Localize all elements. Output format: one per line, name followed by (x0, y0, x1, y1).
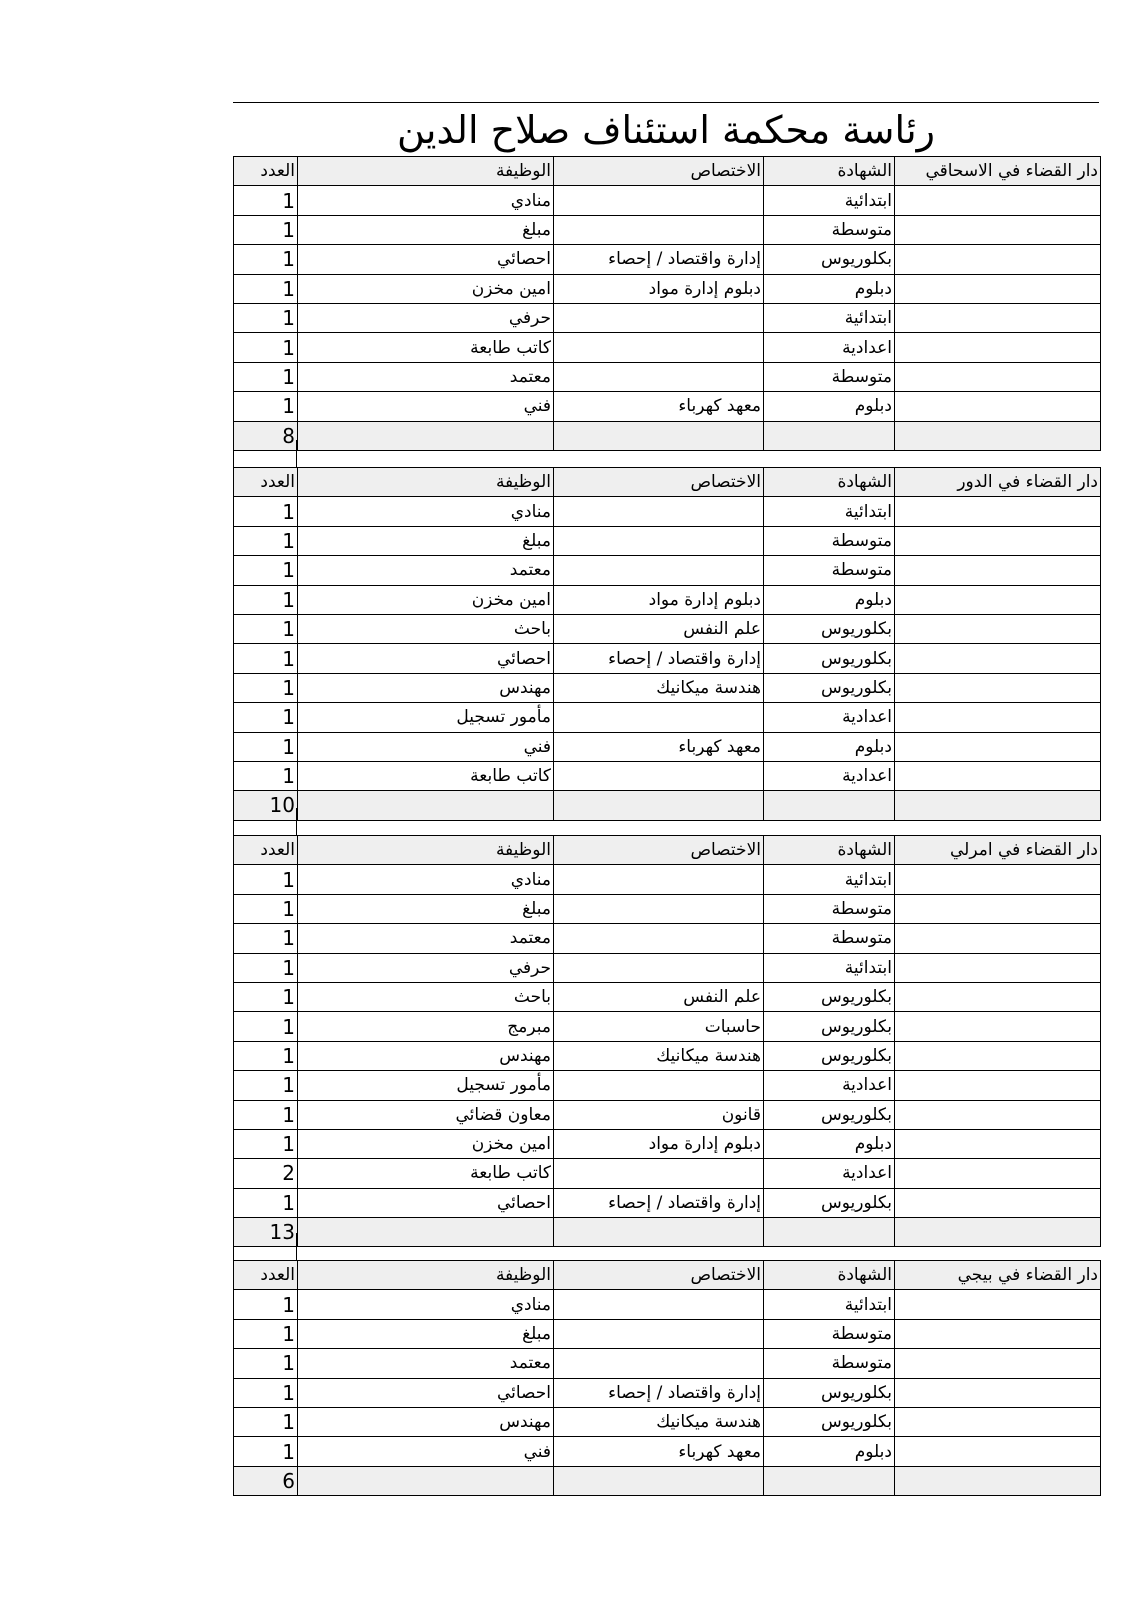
empty-cell (764, 791, 895, 820)
empty-cell (895, 1407, 1101, 1436)
header-count: العدد (234, 836, 298, 865)
empty-cell (895, 497, 1101, 526)
table-row (234, 245, 1101, 274)
count-cell: 1 (234, 245, 298, 274)
empty-cell (895, 1290, 1101, 1319)
table-row (234, 982, 1101, 1011)
section-spacer (233, 808, 297, 835)
header-specialization: الاختصاص (554, 157, 764, 186)
specialization-cell: معهد كهرباء (554, 392, 764, 421)
certificate-cell: دبلوم (764, 585, 895, 614)
certificate-cell: ابتدائية (764, 1290, 895, 1319)
empty-cell (895, 392, 1101, 421)
job-cell: فني (298, 1437, 554, 1466)
specialization-cell: معهد كهرباء (554, 732, 764, 761)
count-cell: 1 (234, 556, 298, 585)
job-cell: حرفي (298, 953, 554, 982)
certificate-cell: متوسطة (764, 215, 895, 244)
certificate-cell: ابتدائية (764, 865, 895, 894)
certificate-cell: اعدادية (764, 1071, 895, 1100)
specialization-cell: علم النفس (554, 614, 764, 643)
empty-cell (298, 1218, 554, 1247)
empty-cell (895, 186, 1101, 215)
table-row (234, 644, 1101, 673)
table-row (234, 526, 1101, 555)
job-cell: مبلغ (298, 1319, 554, 1348)
job-cell: احصائي (298, 1378, 554, 1407)
job-cell: منادي (298, 1290, 554, 1319)
job-cell: كاتب طابعة (298, 761, 554, 790)
certificate-cell: ابتدائية (764, 186, 895, 215)
count-cell: 1 (234, 761, 298, 790)
certificate-cell: دبلوم (764, 392, 895, 421)
empty-cell (895, 791, 1101, 820)
specialization-cell (554, 1349, 764, 1378)
header-count: العدد (234, 1261, 298, 1290)
table-row (234, 1100, 1101, 1129)
count-cell: 1 (234, 392, 298, 421)
certificate-cell: بكلوريوس (764, 1407, 895, 1436)
count-cell: 1 (234, 924, 298, 953)
specialization-cell: دبلوم إدارة مواد (554, 585, 764, 614)
certificate-cell: بكلوريوس (764, 644, 895, 673)
empty-cell (895, 761, 1101, 790)
table-row (234, 392, 1101, 421)
certificate-cell: بكلوريوس (764, 1378, 895, 1407)
certificate-cell: بكلوريوس (764, 614, 895, 643)
count-cell: 1 (234, 673, 298, 702)
job-cell: مأمور تسجيل (298, 703, 554, 732)
table-row (234, 1188, 1101, 1217)
specialization-cell: حاسبات (554, 1012, 764, 1041)
certificate-cell: متوسطة (764, 894, 895, 923)
certificate-cell: دبلوم (764, 1129, 895, 1158)
empty-cell (895, 644, 1101, 673)
specialization-cell: إدارة واقتصاد / إحصاء (554, 245, 764, 274)
empty-cell (895, 245, 1101, 274)
header-count: العدد (234, 468, 298, 497)
header-row (234, 157, 1101, 186)
table-row (234, 1319, 1101, 1348)
count-cell: 1 (234, 1100, 298, 1129)
table-row (234, 953, 1101, 982)
certificate-cell: دبلوم (764, 732, 895, 761)
certificate-cell: بكلوريوس (764, 1100, 895, 1129)
header-certificate: الشهادة (764, 1261, 895, 1290)
section-table (233, 156, 1101, 451)
count-cell: 1 (234, 1188, 298, 1217)
count-cell: 1 (234, 1129, 298, 1158)
empty-cell (895, 1437, 1101, 1466)
table-row (234, 1437, 1101, 1466)
table-row (234, 1159, 1101, 1188)
specialization-cell (554, 924, 764, 953)
table-row (234, 732, 1101, 761)
empty-cell (554, 421, 764, 450)
table-row (234, 1071, 1101, 1100)
job-cell: معتمد (298, 556, 554, 585)
empty-cell (895, 982, 1101, 1011)
empty-cell (895, 924, 1101, 953)
empty-cell (895, 1349, 1101, 1378)
header-job: الوظيفة (298, 157, 554, 186)
empty-cell (895, 614, 1101, 643)
empty-cell (895, 1218, 1101, 1247)
specialization-cell: دبلوم إدارة مواد (554, 274, 764, 303)
section-spacer (233, 440, 297, 467)
job-cell: مهندس (298, 1041, 554, 1070)
header-count: العدد (234, 157, 298, 186)
empty-cell (895, 303, 1101, 332)
certificate-cell: بكلوريوس (764, 245, 895, 274)
table-row (234, 497, 1101, 526)
certificate-cell: متوسطة (764, 924, 895, 953)
empty-cell (895, 421, 1101, 450)
empty-cell (895, 1071, 1101, 1100)
specialization-cell (554, 303, 764, 332)
certificate-cell: بكلوريوس (764, 1188, 895, 1217)
job-cell: مهندس (298, 673, 554, 702)
specialization-cell (554, 362, 764, 391)
count-cell: 1 (234, 362, 298, 391)
specialization-cell (554, 894, 764, 923)
table-row (234, 1378, 1101, 1407)
job-cell: مبلغ (298, 215, 554, 244)
count-cell: 1 (234, 1407, 298, 1436)
count-cell: 1 (234, 497, 298, 526)
empty-cell (895, 1319, 1101, 1348)
specialization-cell (554, 761, 764, 790)
empty-cell (298, 791, 554, 820)
specialization-cell: هندسة ميكانيك (554, 1041, 764, 1070)
certificate-cell: اعدادية (764, 761, 895, 790)
job-cell: مبلغ (298, 526, 554, 555)
empty-cell (298, 1466, 554, 1495)
empty-cell (895, 1159, 1101, 1188)
certificate-cell: متوسطة (764, 556, 895, 585)
count-cell: 1 (234, 274, 298, 303)
specialization-cell (554, 333, 764, 362)
certificate-cell: بكلوريوس (764, 1012, 895, 1041)
page-title: رئاسة محكمة استئناف صلاح الدين (396, 108, 936, 152)
certificate-cell: متوسطة (764, 362, 895, 391)
job-cell: كاتب طابعة (298, 333, 554, 362)
empty-cell (895, 556, 1101, 585)
job-cell: منادي (298, 497, 554, 526)
specialization-cell: قانون (554, 1100, 764, 1129)
top-rule (233, 102, 1099, 103)
job-cell: منادي (298, 865, 554, 894)
certificate-cell: ابتدائية (764, 303, 895, 332)
count-cell: 1 (234, 614, 298, 643)
total-count: 6 (234, 1466, 298, 1495)
job-cell: معتمد (298, 362, 554, 391)
job-cell: احصائي (298, 245, 554, 274)
header-specialization: الاختصاص (554, 1261, 764, 1290)
section-table (233, 1260, 1101, 1496)
count-cell: 1 (234, 865, 298, 894)
job-cell: مبرمج (298, 1012, 554, 1041)
total-row (234, 1218, 1101, 1247)
empty-cell (895, 673, 1101, 702)
job-cell: فني (298, 732, 554, 761)
count-cell: 1 (234, 215, 298, 244)
job-cell: معتمد (298, 1349, 554, 1378)
empty-cell (895, 274, 1101, 303)
table-row (234, 1349, 1101, 1378)
count-cell: 1 (234, 333, 298, 362)
section-table (233, 467, 1101, 821)
total-count: 13 (234, 1218, 298, 1247)
certificate-cell: متوسطة (764, 1349, 895, 1378)
specialization-cell: إدارة واقتصاد / إحصاء (554, 1378, 764, 1407)
table-row (234, 865, 1101, 894)
count-cell: 2 (234, 1159, 298, 1188)
empty-cell (554, 1218, 764, 1247)
count-cell: 1 (234, 732, 298, 761)
count-cell: 1 (234, 982, 298, 1011)
certificate-cell: متوسطة (764, 1319, 895, 1348)
empty-cell (895, 894, 1101, 923)
certificate-cell: بكلوريوس (764, 1041, 895, 1070)
header-job: الوظيفة (298, 468, 554, 497)
certificate-cell: ابتدائية (764, 497, 895, 526)
specialization-cell (554, 215, 764, 244)
header-row (234, 1261, 1101, 1290)
job-cell: امين مخزن (298, 274, 554, 303)
specialization-cell (554, 497, 764, 526)
header-specialization: الاختصاص (554, 468, 764, 497)
total-row (234, 791, 1101, 820)
table-row (234, 303, 1101, 332)
empty-cell (895, 703, 1101, 732)
specialization-cell (554, 953, 764, 982)
specialization-cell (554, 703, 764, 732)
empty-cell (895, 215, 1101, 244)
empty-cell (895, 526, 1101, 555)
count-cell: 1 (234, 1378, 298, 1407)
job-cell: امين مخزن (298, 1129, 554, 1158)
table-row (234, 614, 1101, 643)
job-cell: حرفي (298, 303, 554, 332)
certificate-cell: اعدادية (764, 1159, 895, 1188)
count-cell: 1 (234, 1071, 298, 1100)
empty-cell (895, 1466, 1101, 1495)
court-name: دار القضاء في بيجي (895, 1261, 1101, 1290)
empty-cell (895, 1188, 1101, 1217)
empty-cell (895, 1012, 1101, 1041)
table-row (234, 924, 1101, 953)
court-name: دار القضاء في الدور (895, 468, 1101, 497)
job-cell: امين مخزن (298, 585, 554, 614)
job-cell: احصائي (298, 1188, 554, 1217)
empty-cell (298, 421, 554, 450)
job-cell: مأمور تسجيل (298, 1071, 554, 1100)
count-cell: 1 (234, 1012, 298, 1041)
header-row (234, 836, 1101, 865)
certificate-cell: بكلوريوس (764, 673, 895, 702)
count-cell: 1 (234, 585, 298, 614)
job-cell: معاون قضائي (298, 1100, 554, 1129)
specialization-cell (554, 1290, 764, 1319)
count-cell: 1 (234, 953, 298, 982)
table-row (234, 215, 1101, 244)
empty-cell (554, 791, 764, 820)
table-row (234, 1041, 1101, 1070)
table-row (234, 274, 1101, 303)
count-cell: 1 (234, 526, 298, 555)
total-count: 8 (234, 421, 298, 450)
specialization-cell (554, 1159, 764, 1188)
job-cell: باحث (298, 982, 554, 1011)
header-certificate: الشهادة (764, 836, 895, 865)
header-specialization: الاختصاص (554, 836, 764, 865)
specialization-cell (554, 1071, 764, 1100)
empty-cell (895, 1129, 1101, 1158)
table-row (234, 1290, 1101, 1319)
count-cell: 1 (234, 1290, 298, 1319)
job-cell: مبلغ (298, 894, 554, 923)
certificate-cell: اعدادية (764, 703, 895, 732)
total-row (234, 1466, 1101, 1495)
table-row (234, 1407, 1101, 1436)
table-row (234, 585, 1101, 614)
header-job: الوظيفة (298, 836, 554, 865)
empty-cell (764, 1466, 895, 1495)
specialization-cell (554, 1319, 764, 1348)
job-cell: منادي (298, 186, 554, 215)
empty-cell (895, 362, 1101, 391)
empty-cell (895, 333, 1101, 362)
empty-cell (895, 1100, 1101, 1129)
count-cell: 1 (234, 303, 298, 332)
empty-cell (895, 585, 1101, 614)
specialization-cell (554, 186, 764, 215)
specialization-cell: دبلوم إدارة مواد (554, 1129, 764, 1158)
count-cell: 1 (234, 644, 298, 673)
job-cell: باحث (298, 614, 554, 643)
table-row (234, 703, 1101, 732)
job-cell: مهندس (298, 1407, 554, 1436)
job-cell: كاتب طابعة (298, 1159, 554, 1188)
empty-cell (895, 1378, 1101, 1407)
count-cell: 1 (234, 894, 298, 923)
specialization-cell: إدارة واقتصاد / إحصاء (554, 644, 764, 673)
specialization-cell: إدارة واقتصاد / إحصاء (554, 1188, 764, 1217)
total-row (234, 421, 1101, 450)
count-cell: 1 (234, 1349, 298, 1378)
table-row (234, 1129, 1101, 1158)
total-count: 10 (234, 791, 298, 820)
table-row (234, 362, 1101, 391)
specialization-cell (554, 556, 764, 585)
empty-cell (895, 732, 1101, 761)
certificate-cell: اعدادية (764, 333, 895, 362)
table-row (234, 556, 1101, 585)
specialization-cell: معهد كهرباء (554, 1437, 764, 1466)
empty-cell (895, 953, 1101, 982)
table-row (234, 186, 1101, 215)
table-row (234, 1012, 1101, 1041)
certificate-cell: دبلوم (764, 274, 895, 303)
header-job: الوظيفة (298, 1261, 554, 1290)
specialization-cell: هندسة ميكانيك (554, 673, 764, 702)
section-table (233, 835, 1101, 1247)
certificate-cell: ابتدائية (764, 953, 895, 982)
specialization-cell: علم النفس (554, 982, 764, 1011)
empty-cell (764, 1218, 895, 1247)
specialization-cell: هندسة ميكانيك (554, 1407, 764, 1436)
table-row (234, 894, 1101, 923)
job-cell: معتمد (298, 924, 554, 953)
certificate-cell: متوسطة (764, 526, 895, 555)
court-name: دار القضاء في الاسحاقي (895, 157, 1101, 186)
header-certificate: الشهادة (764, 468, 895, 497)
specialization-cell (554, 865, 764, 894)
empty-cell (764, 421, 895, 450)
count-cell: 1 (234, 703, 298, 732)
specialization-cell (554, 526, 764, 555)
table-row (234, 333, 1101, 362)
empty-cell (895, 1041, 1101, 1070)
table-row (234, 761, 1101, 790)
count-cell: 1 (234, 1319, 298, 1348)
empty-cell (554, 1466, 764, 1495)
count-cell: 1 (234, 1437, 298, 1466)
header-certificate: الشهادة (764, 157, 895, 186)
header-row (234, 468, 1101, 497)
job-cell: فني (298, 392, 554, 421)
court-name: دار القضاء في امرلي (895, 836, 1101, 865)
count-cell: 1 (234, 1041, 298, 1070)
certificate-cell: دبلوم (764, 1437, 895, 1466)
certificate-cell: بكلوريوس (764, 982, 895, 1011)
job-cell: احصائي (298, 644, 554, 673)
empty-cell (895, 865, 1101, 894)
section-spacer (233, 1233, 297, 1260)
table-row (234, 673, 1101, 702)
count-cell: 1 (234, 186, 298, 215)
